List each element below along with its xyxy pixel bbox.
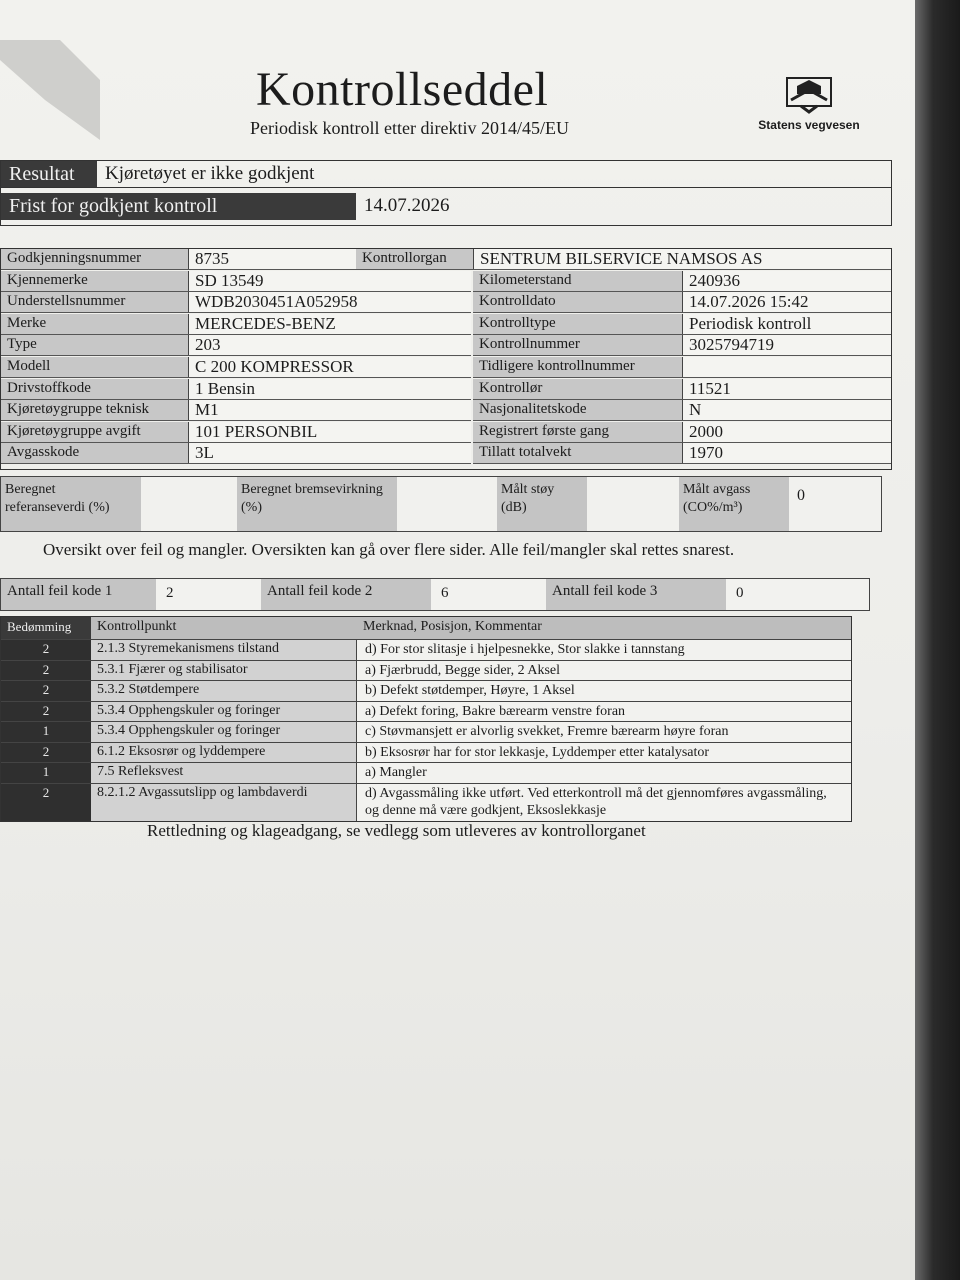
count-code1-value: 2 xyxy=(156,579,261,610)
field-value: 203 xyxy=(189,335,471,355)
exhaust-label: Målt avgass (CO%/m³) xyxy=(679,477,789,531)
vehicle-row xyxy=(1,443,471,464)
header-bedomming: Bedømming xyxy=(1,617,91,639)
document-title: Kontrollseddel xyxy=(256,63,549,116)
field-value: N xyxy=(683,400,891,420)
result-label: Resultat xyxy=(1,161,97,187)
field-label: Kontrollør xyxy=(473,379,683,399)
vehicle-row xyxy=(473,400,891,421)
field-label: Understellsnummer xyxy=(1,292,189,312)
footer-text: Rettledning og klageadgang, se vedlegg som utleveres av kontrollorganet xyxy=(147,821,646,840)
kontrollorgan-label: Kontrollorgan xyxy=(356,249,474,269)
count-code3-label: Antall feil kode 3 xyxy=(546,579,726,610)
field-label: Godkjenningsnummer xyxy=(1,249,189,269)
defects-body xyxy=(1,639,851,821)
result-box xyxy=(0,160,892,226)
defect-checkpoint: 5.3.4 Opphengskuler og foringer xyxy=(91,722,357,742)
defect-checkpoint: 5.3.2 Støtdempere xyxy=(91,681,357,701)
defect-rating: 2 xyxy=(1,743,91,763)
defect-rating: 2 xyxy=(1,702,91,722)
brake-effect-label: Beregnet bremsevirkning (%) xyxy=(237,477,397,531)
field-value: C 200 KOMPRESSOR xyxy=(189,357,471,377)
field-value: SD 13549 xyxy=(189,271,471,291)
field-label: Tillatt totalvekt xyxy=(473,443,683,463)
vehicle-row xyxy=(473,422,891,443)
field-value: 11521 xyxy=(683,379,891,399)
count-code2-value: 6 xyxy=(431,579,546,610)
vehicle-row xyxy=(473,357,891,378)
field-label: Kontrollnummer xyxy=(473,335,683,355)
overview-text: Oversikt over feil og mangler. Oversikten kan gå over flere sider. Alle feil/mangler skal rettes snarest. xyxy=(43,540,735,559)
field-label: Kontrolldato xyxy=(473,292,683,312)
defect-remark: d) Avgassmåling ikke utført. Ved etterkontroll må det gjennomføres avgassmåling, og denne må være godkjent, Eksoslekkasje xyxy=(357,784,851,821)
defect-remark: a) Mangler xyxy=(357,763,851,783)
field-label: Avgasskode xyxy=(1,443,189,463)
defect-remark: c) Støvmansjett er alvorlig svekket, Fremre bærearm høyre foran xyxy=(357,722,851,742)
defect-row xyxy=(1,639,851,660)
header-kontrollpunkt: Kontrollpunkt xyxy=(91,617,357,639)
defect-rating: 2 xyxy=(1,784,91,821)
defect-remark: a) Fjærbrudd, Begge sider, 2 Aksel xyxy=(357,661,851,681)
brake-effect-value xyxy=(397,477,497,531)
vehicle-row xyxy=(473,292,891,313)
agency-name: Statens vegvesen xyxy=(758,118,860,132)
defect-row xyxy=(1,721,851,742)
defect-checkpoint: 8.2.1.2 Avgassutslipp og lambdaverdi xyxy=(91,784,357,821)
defect-row xyxy=(1,660,851,681)
result-row xyxy=(1,161,891,188)
reference-value-label: Beregnet referanseverdi (%) xyxy=(1,477,141,531)
defect-rating: 1 xyxy=(1,763,91,783)
field-value: 3L xyxy=(189,443,471,463)
vehicle-row xyxy=(473,314,891,335)
agency-logo xyxy=(744,74,874,144)
field-value: 14.07.2026 15:42 xyxy=(683,292,891,312)
defect-checkpoint: 6.1.2 Eksosrør og lyddempere xyxy=(91,743,357,763)
measurement-row xyxy=(0,476,882,532)
vehicle-row xyxy=(1,422,471,443)
defect-row xyxy=(1,742,851,763)
noise-value xyxy=(587,477,679,531)
defect-remark: d) For stor slitasje i hjelpesnekke, Stor slakke i tannstang xyxy=(357,640,851,660)
defect-counts xyxy=(0,578,870,611)
count-code1-label: Antall feil kode 1 xyxy=(1,579,156,610)
field-label: Type xyxy=(1,335,189,355)
vehicle-info-table xyxy=(0,248,892,470)
defect-checkpoint: 2.1.3 Styremekanismens tilstand xyxy=(91,640,357,660)
vehicle-row xyxy=(1,271,471,292)
defects-table xyxy=(0,616,852,822)
defect-remark: b) Defekt støtdemper, Høyre, 1 Aksel xyxy=(357,681,851,701)
vehicle-row xyxy=(473,335,891,356)
field-label: Merke xyxy=(1,314,189,334)
defect-row xyxy=(1,680,851,701)
deadline-row xyxy=(1,193,891,220)
defect-checkpoint: 7.5 Refleksvest xyxy=(91,763,357,783)
corner-fold-mark xyxy=(0,40,100,140)
vehicle-row xyxy=(1,314,471,335)
field-label: Kilometerstand xyxy=(473,271,683,291)
vehicle-row xyxy=(1,400,471,421)
vehicle-row xyxy=(1,335,471,356)
defect-rating: 1 xyxy=(1,722,91,742)
field-value: M1 xyxy=(189,400,471,420)
field-value: 8735 xyxy=(189,249,471,269)
field-value: 3025794719 xyxy=(683,335,891,355)
exhaust-value: 0 xyxy=(789,477,881,531)
document-subtitle: Periodisk kontroll etter direktiv 2014/45/EU xyxy=(250,118,569,138)
count-code3-value: 0 xyxy=(726,579,869,610)
reference-value xyxy=(141,477,237,531)
vehicle-row xyxy=(1,357,471,378)
defect-rating: 2 xyxy=(1,681,91,701)
field-label: Kontrolltype xyxy=(473,314,683,334)
defect-checkpoint: 5.3.1 Fjærer og stabilisator xyxy=(91,661,357,681)
defect-remark: b) Eksosrør har for stor lekkasje, Lyddemper etter katalysator xyxy=(357,743,851,763)
kontrollorgan-row xyxy=(356,249,891,270)
deadline-value: 14.07.2026 xyxy=(364,195,450,216)
noise-label: Målt støy (dB) xyxy=(497,477,587,531)
field-label: Registrert første gang xyxy=(473,422,683,442)
vehicle-row xyxy=(473,443,891,464)
vehicle-row xyxy=(473,271,891,292)
field-label: Nasjonalitetskode xyxy=(473,400,683,420)
field-value xyxy=(683,357,891,377)
field-value: 2000 xyxy=(683,422,891,442)
field-value: Periodisk kontroll xyxy=(683,314,891,334)
defect-remark: a) Defekt foring, Bakre bærearm venstre foran xyxy=(357,702,851,722)
field-label: Kjennemerke xyxy=(1,271,189,291)
field-value: 1970 xyxy=(683,443,891,463)
field-label: Tidligere kontrollnummer xyxy=(473,357,683,377)
vehicle-row xyxy=(1,379,471,400)
field-label: Drivstoffkode xyxy=(1,379,189,399)
road-authority-emblem-icon xyxy=(781,74,837,114)
result-value: Kjøretøyet er ikke godkjent xyxy=(105,163,315,184)
field-value: WDB2030451A052958 xyxy=(189,292,471,312)
field-value: 1 Bensin xyxy=(189,379,471,399)
vehicle-row xyxy=(473,379,891,400)
field-value: MERCEDES-BENZ xyxy=(189,314,471,334)
field-label: Kjøretøygruppe teknisk xyxy=(1,400,189,420)
defect-row xyxy=(1,762,851,783)
kontrollorgan-value: SENTRUM BILSERVICE NAMSOS AS xyxy=(474,249,891,269)
field-value: 240936 xyxy=(683,271,891,291)
header-merknad: Merknad, Posisjon, Kommentar xyxy=(357,617,851,639)
count-code2-label: Antall feil kode 2 xyxy=(261,579,431,610)
deadline-label: Frist for godkjent kontroll xyxy=(1,193,356,220)
defect-row xyxy=(1,783,851,821)
field-value: 101 PERSONBIL xyxy=(189,422,471,442)
field-label: Kjøretøygruppe avgift xyxy=(1,422,189,442)
defects-header xyxy=(1,617,851,639)
field-label: Modell xyxy=(1,357,189,377)
defect-checkpoint: 5.3.4 Opphengskuler og foringer xyxy=(91,702,357,722)
defect-rating: 2 xyxy=(1,640,91,660)
vehicle-row xyxy=(1,292,471,313)
defect-row xyxy=(1,701,851,722)
defect-rating: 2 xyxy=(1,661,91,681)
background-surface xyxy=(915,0,960,1280)
